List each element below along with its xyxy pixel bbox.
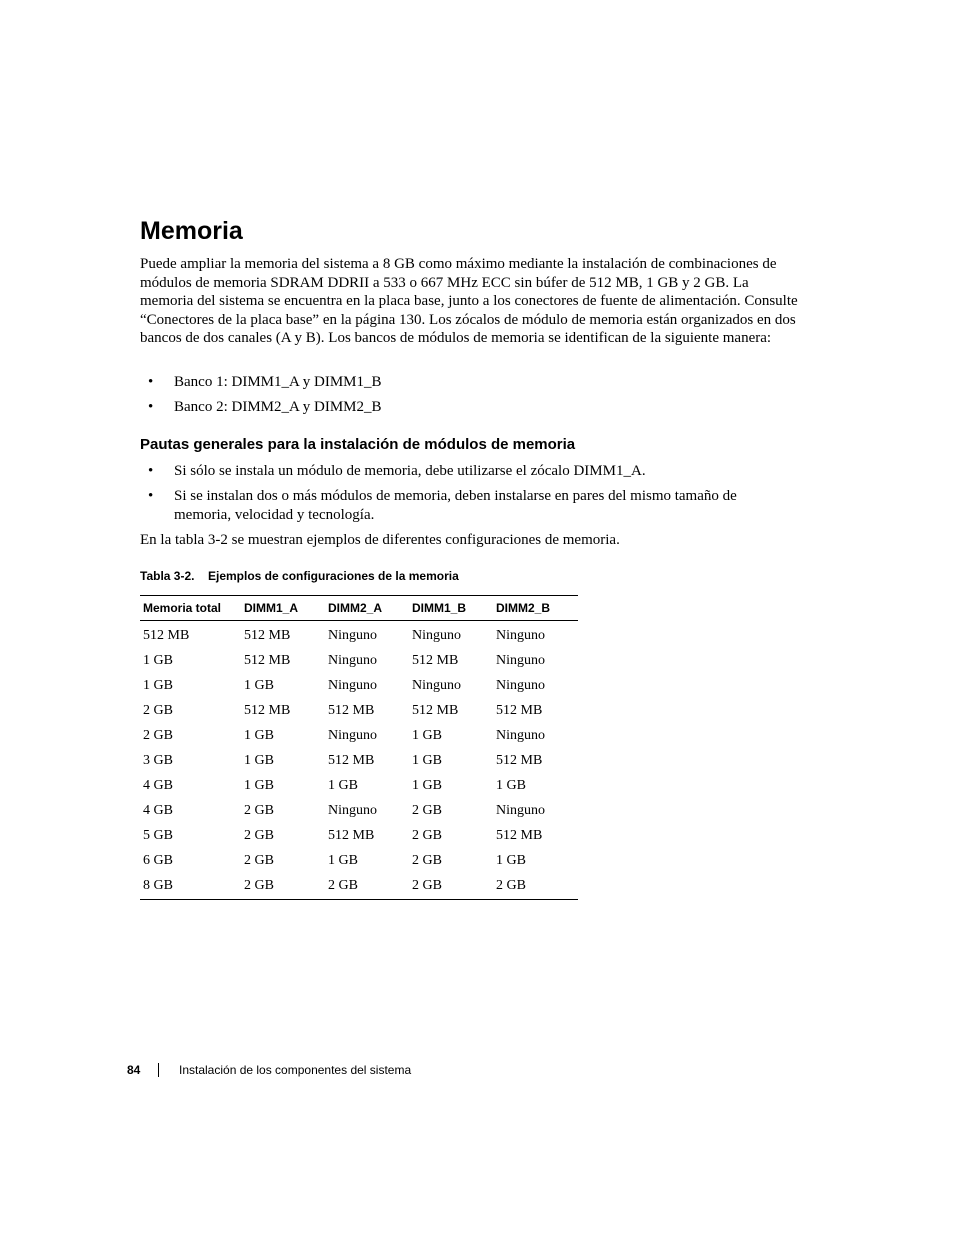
table-row [140, 698, 578, 723]
table-cell: Ninguno [328, 727, 377, 743]
table-cell: 2 GB [496, 878, 526, 893]
header-cell: DIMM2_A [325, 596, 409, 621]
bank-item-label: Banco 2: DIMM2_A y DIMM2_B [174, 398, 382, 415]
header-cell: DIMM2_B [493, 596, 578, 621]
table-cell: 1 GB [244, 727, 274, 743]
table-row [140, 648, 578, 673]
table-cell: 512 MB [328, 827, 375, 843]
table-cell: 2 GB [412, 802, 442, 818]
bullet-icon: • [148, 374, 154, 390]
memory-bank-list [140, 373, 740, 423]
table-cell: 2 GB [143, 727, 173, 743]
table-caption [140, 568, 459, 584]
table-cell: Ninguno [496, 727, 545, 743]
list-item [140, 398, 740, 417]
table-cell: 512 MB [496, 827, 543, 843]
header-cell: DIMM1_A [241, 596, 325, 621]
footer-divider [158, 1063, 159, 1077]
table-cell: 1 GB [244, 752, 274, 768]
bank-item-label: Banco 1: DIMM1_A y DIMM1_B [174, 374, 382, 390]
table-cell: 1 GB [328, 777, 358, 793]
table-cell: 2 GB [412, 852, 442, 868]
table-cell: 1 GB [143, 652, 173, 668]
header-cell: Memoria total [140, 596, 241, 621]
table-cell: 6 GB [143, 852, 173, 868]
table-row [140, 848, 578, 873]
table-row [140, 873, 578, 900]
table-cell: 2 GB [244, 878, 274, 893]
table-cell: Ninguno [328, 627, 377, 643]
table-cell: 1 GB [412, 752, 442, 768]
table-cell: 1 GB [143, 677, 173, 693]
table-cell: 2 GB [244, 852, 274, 868]
table-cell: 1 GB [496, 852, 526, 868]
bullet-icon: • [148, 487, 154, 504]
header-cell: DIMM1_B [409, 596, 493, 621]
table-cell: 1 GB [412, 777, 442, 793]
table-cell: 512 MB [412, 702, 459, 718]
table-cell: 1 GB [328, 852, 358, 868]
page-number: 84 [127, 1063, 141, 1077]
table-cell: 2 GB [143, 702, 173, 718]
table-cell: 1 GB [244, 677, 274, 693]
table-row [140, 673, 578, 698]
guideline-text: Si se instalan dos o más módulos de memoria, deben instalarse en pares del mismo tamaño de memoria, velocidad y tecnología. [174, 487, 737, 523]
table-cell: 1 GB [496, 777, 526, 793]
table-cell: 512 MB [143, 627, 190, 643]
table-cell: 4 GB [143, 777, 173, 793]
table-cell: Ninguno [412, 677, 461, 693]
table-cell: Ninguno [496, 802, 545, 818]
list-item [140, 487, 760, 524]
table-header-row [140, 596, 578, 621]
table-cell: 3 GB [143, 752, 173, 768]
guideline-text: Si sólo se instala un módulo de memoria, debe utilizarse el zócalo DIMM1_A. [174, 463, 646, 479]
table-cell: 1 GB [244, 777, 274, 793]
table-cell: 512 MB [412, 652, 459, 668]
table-cell: Ninguno [328, 802, 377, 818]
table-caption-title: Ejemplos de configuraciones de la memoria [208, 569, 459, 583]
table-row [140, 773, 578, 798]
table-cell: 512 MB [496, 752, 543, 768]
table-cell: 2 GB [412, 827, 442, 843]
table-cell: 512 MB [244, 652, 291, 668]
table-cell: Ninguno [496, 677, 545, 693]
guidelines-list [140, 462, 760, 531]
table-cell: Ninguno [496, 652, 545, 668]
table-cell: Ninguno [496, 627, 545, 643]
guidelines-heading: Pautas generales para la instalación de módulos de memoria [140, 436, 576, 453]
table-cell: 4 GB [143, 802, 173, 818]
intro-paragraph: Puede ampliar la memoria del sistema a 8 GB como máximo mediante la instalación de combinaciones de módulos de memoria SDRAM DDRII a 533 o 667 MHz ECC sin búfer de 512 MB, 1 GB y 2 GB. La memoria del sistema se encuentra en la placa base, junto a los conectores de fuente de alimentación. Consulte “Conectores de la placa base” en la página 130. Los zócalos de módulo de memoria están organizados en dos bancos de dos canales (A y B). Los bancos de módulos de memoria se identifican de la siguiente manera: [140, 256, 798, 347]
table-cell: 2 GB [244, 802, 274, 818]
section-title: Memoria [140, 217, 243, 245]
table-cell: 512 MB [496, 702, 543, 718]
bullet-icon: • [148, 398, 154, 415]
table-cell: 5 GB [143, 827, 173, 843]
table-cell: Ninguno [328, 652, 377, 668]
footer-section-name: Instalación de los componentes del sistema [179, 1063, 412, 1077]
table-caption-number: Tabla 3-2. [140, 569, 195, 583]
table-row [140, 823, 578, 848]
table-cell: 512 MB [328, 752, 375, 768]
table-cell: Ninguno [412, 627, 461, 643]
table-cell: 2 GB [244, 827, 274, 843]
list-item [140, 373, 740, 392]
list-item [140, 462, 760, 481]
bullet-icon: • [148, 463, 154, 479]
table-cell: 2 GB [328, 878, 358, 893]
table-cell: 512 MB [328, 702, 375, 718]
table-row [140, 723, 578, 748]
table-intro-paragraph: En la tabla 3-2 se muestran ejemplos de diferentes configuraciones de memoria. [140, 532, 620, 548]
table-row [140, 798, 578, 823]
table-cell: 512 MB [244, 702, 291, 718]
table-row [140, 621, 578, 649]
table-cell: 1 GB [412, 727, 442, 743]
table-cell: 512 MB [244, 627, 291, 643]
table-cell: Ninguno [328, 677, 377, 693]
table-row [140, 748, 578, 773]
table-cell: 2 GB [412, 878, 442, 893]
table-cell: 8 GB [143, 878, 173, 893]
memory-config-table [140, 595, 578, 900]
